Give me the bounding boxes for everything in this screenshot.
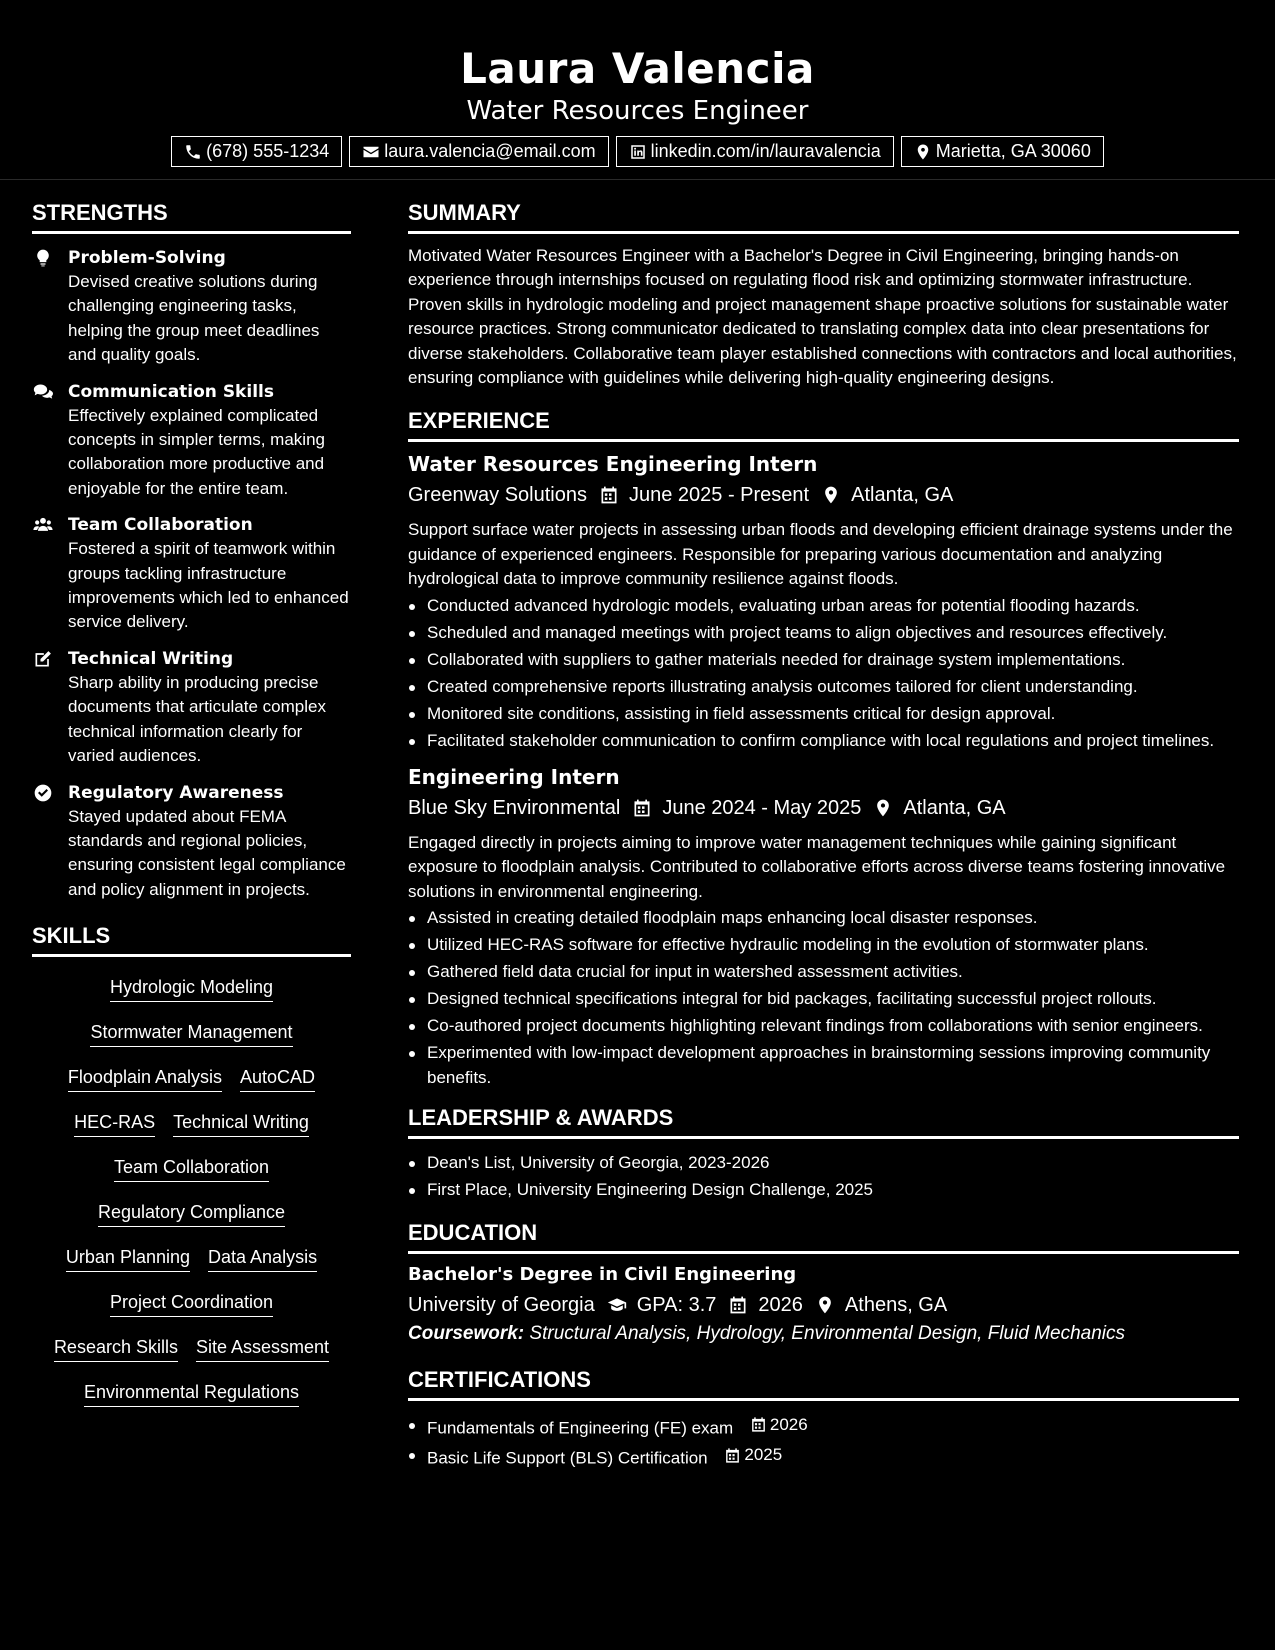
coursework-list: Structural Analysis, Hydrology, Environmental Design, Fluid Mechanics: [529, 1322, 1125, 1344]
candidate-name: Laura Valencia: [460, 44, 815, 93]
strength-item: [32, 781, 351, 903]
list-item: Co-authored project documents highlighting relevant findings from collaborations with senior engineers.: [408, 1014, 1239, 1038]
envelope-icon: [362, 143, 380, 161]
list-item: Gathered field data crucial for input in watershed assessment activities.: [408, 960, 1239, 984]
skill-tag: Floodplain Analysis: [68, 1065, 222, 1092]
map-pin-icon: [821, 485, 841, 505]
job-meta: [408, 480, 1239, 510]
phone-text: (678) 555-1234: [206, 141, 330, 161]
map-pin-icon: [815, 1295, 835, 1315]
coursework: [408, 1320, 1239, 1348]
job-dates: June 2024 - May 2025: [662, 797, 862, 820]
list-item: Dean's List, University of Georgia, 2023-2026: [408, 1151, 1239, 1175]
certifications-list: [408, 1413, 1239, 1472]
list-item: Created comprehensive reports illustrating analysis outcomes tailored for client understanding.: [408, 675, 1239, 699]
cert-year: 2026: [769, 1414, 808, 1434]
skill-tag: Stormwater Management: [90, 1020, 292, 1047]
comments-icon: [33, 382, 53, 402]
contact-bar: [0, 136, 1275, 167]
summary-heading: SUMMARY: [408, 199, 1239, 234]
school-location: Athens, GA: [844, 1293, 948, 1316]
job-meta: [408, 793, 1239, 823]
list-item: [408, 1413, 1239, 1441]
strength-item: [32, 513, 351, 635]
phone-icon: [184, 143, 202, 161]
list-item: Experimented with low-impact development approaches in brainstorming sessions improving community benefits.: [408, 1041, 1239, 1090]
skill-tag: Data Analysis: [208, 1245, 317, 1272]
contact-email[interactable]: [349, 136, 608, 167]
awards-heading: LEADERSHIP & AWARDS: [408, 1104, 1239, 1139]
lightbulb-icon: [33, 248, 53, 268]
skill-tag: Urban Planning: [66, 1245, 190, 1272]
skill-tag: Hydrologic Modeling: [110, 975, 273, 1002]
graduation-cap-icon: [607, 1295, 627, 1315]
skill-tag: Technical Writing: [173, 1110, 309, 1137]
skill-tag: Project Coordination: [110, 1290, 273, 1317]
job-title: Water Resources Engineering Intern: [408, 452, 818, 477]
strengths-heading: STRENGTHS: [32, 199, 351, 234]
list-item: Monitored site conditions, assisting in field assessments critical for design approval.: [408, 702, 1239, 726]
skill-tag: Environmental Regulations: [84, 1380, 299, 1407]
map-pin-icon: [873, 798, 893, 818]
job-location: Atlanta, GA: [903, 797, 1006, 820]
strength-item: [32, 647, 351, 769]
coursework-label: Coursework:: [408, 1322, 525, 1344]
contact-location[interactable]: [901, 136, 1104, 167]
cert-year: 2025: [744, 1445, 783, 1465]
skills-list: [32, 969, 351, 1425]
strength-desc: Fostered a spirit of teamwork within groups tackling infrastructure improvements which led to enhanced service delivery.: [68, 539, 349, 632]
strength-title: Team Collaboration: [68, 515, 253, 536]
right-column: [408, 199, 1239, 1483]
strength-desc: Stayed updated about FEMA standards and regional policies, ensuring consistent legal compliance and policy alignment in projects.: [68, 806, 346, 899]
cert-name: Fundamentals of Engineering (FE) exam: [427, 1418, 734, 1438]
list-item: Collaborated with suppliers to gather materials needed for drainage system implementations.: [408, 648, 1239, 672]
company-name: Greenway Solutions: [408, 484, 587, 507]
certifications-section: [408, 1366, 1239, 1472]
job-bullets: [408, 906, 1239, 1090]
strength-desc: Effectively explained complicated concepts in simpler terms, making collaboration more productive and enjoyable for the entire team.: [68, 405, 325, 498]
left-column: [32, 199, 351, 1425]
calendar-icon: [724, 1447, 741, 1464]
list-item: [408, 1443, 1239, 1471]
list-item: Designed technical specifications integral for bid packages, facilitating successful project rollouts.: [408, 987, 1239, 1011]
strength-title: Technical Writing: [68, 648, 234, 669]
users-icon: [33, 515, 53, 535]
edit-icon: [33, 649, 53, 669]
job-entry: [408, 450, 1239, 753]
resume-header: [0, 0, 1275, 180]
skill-tag: AutoCAD: [240, 1065, 315, 1092]
strength-item: [32, 380, 351, 502]
graduation-year: 2026: [758, 1293, 803, 1316]
strength-desc: Devised creative solutions during challenging engineering tasks, helping the group meet deadlines and quality goals.: [68, 272, 320, 365]
calendar-icon: [599, 485, 619, 505]
skill-tag: HEC-RAS: [74, 1110, 155, 1137]
skills-heading: SKILLS: [32, 922, 351, 957]
map-pin-icon: [914, 143, 932, 161]
school-name: University of Georgia: [408, 1293, 595, 1316]
job-title: Engineering Intern: [408, 765, 620, 790]
job-description: Engaged directly in projects aiming to improve water management techniques while gaining significant exposure to floodplain analysis. Contributed to collaborative efforts across diverse teams fostering innovative solutions in environmental engineering.: [408, 833, 1226, 901]
calendar-icon: [632, 798, 652, 818]
education-section: [408, 1219, 1239, 1348]
location-text: Marietta, GA 30060: [935, 141, 1091, 161]
strength-desc: Sharp ability in producing precise documents that articulate complex technical information clearly for varied audiences.: [68, 672, 326, 766]
company-name: Blue Sky Environmental: [408, 797, 621, 820]
gpa: GPA: 3.7: [636, 1293, 717, 1316]
contact-phone[interactable]: [171, 136, 342, 167]
skill-tag: Research Skills: [54, 1335, 178, 1362]
certifications-heading: CERTIFICATIONS: [408, 1366, 1239, 1401]
strength-title: Communication Skills: [68, 381, 274, 402]
job-entry: [408, 763, 1239, 1090]
list-item: Facilitated stakeholder communication to confirm compliance with local regulations and project timelines.: [408, 729, 1239, 753]
linkedin-text: linkedin.com/in/lauravalencia: [650, 141, 881, 161]
strength-title: Problem-Solving: [68, 248, 226, 268]
candidate-role: Water Resources Engineer: [466, 96, 809, 126]
list-item: Scheduled and managed meetings with project teams to align objectives and resources effectively.: [408, 621, 1239, 645]
skill-tag: Team Collaboration: [114, 1155, 269, 1182]
skill-tag: Regulatory Compliance: [98, 1200, 285, 1227]
strength-title: Regulatory Awareness: [68, 782, 284, 803]
awards-section: [408, 1104, 1239, 1202]
list-item: Utilized HEC-RAS software for effective hydraulic modeling in the evolution of stormwater plans.: [408, 933, 1239, 957]
calendar-icon: [750, 1416, 767, 1433]
contact-linkedin[interactable]: [616, 136, 894, 167]
calendar-icon: [728, 1295, 748, 1315]
job-bullets: [408, 594, 1239, 753]
job-location: Atlanta, GA: [851, 484, 954, 507]
check-circle-icon: [33, 783, 53, 803]
email-text: laura.valencia@email.com: [384, 141, 596, 161]
degree-title: Bachelor's Degree in Civil Engineering: [408, 1263, 797, 1285]
job-dates: June 2025 - Present: [628, 484, 810, 507]
experience-heading: EXPERIENCE: [408, 407, 1239, 442]
education-heading: EDUCATION: [408, 1219, 1239, 1254]
list-item: First Place, University Engineering Design Challenge, 2025: [408, 1178, 1239, 1202]
strength-item: [32, 246, 351, 368]
skill-tag: Site Assessment: [196, 1335, 329, 1362]
list-item: Conducted advanced hydrologic models, evaluating urban areas for potential flooding hazards.: [408, 594, 1239, 618]
education-meta: [408, 1290, 1239, 1320]
awards-list: [408, 1151, 1239, 1202]
list-item: Assisted in creating detailed floodplain maps enhancing local disaster responses.: [408, 906, 1239, 930]
summary-text: Motivated Water Resources Engineer with a Bachelor's Degree in Civil Engineering, bringing hands-on experience through internships focused on regulating flood risk and optimizing stormwater infrastructure. Proven skills in hydrologic modeling and project management shape proactive solutions for sustainable water resource practices. Strong communicator dedicated to translating complex data into clear presentations for diverse stakeholders. Collaborative team player established connections with contractors and local authorities, ensuring compliance with guidelines while delivering high-quality engineering designs.: [408, 246, 1237, 388]
cert-name: Basic Life Support (BLS) Certification: [427, 1448, 708, 1468]
linkedin-icon: [629, 143, 647, 161]
job-description: Support surface water projects in assessing urban floods and developing efficient drainage systems under the guidance of experienced engineers. Responsible for preparing various documentation and analyzing hydrological data to improve community resilience against floods.: [408, 520, 1233, 589]
